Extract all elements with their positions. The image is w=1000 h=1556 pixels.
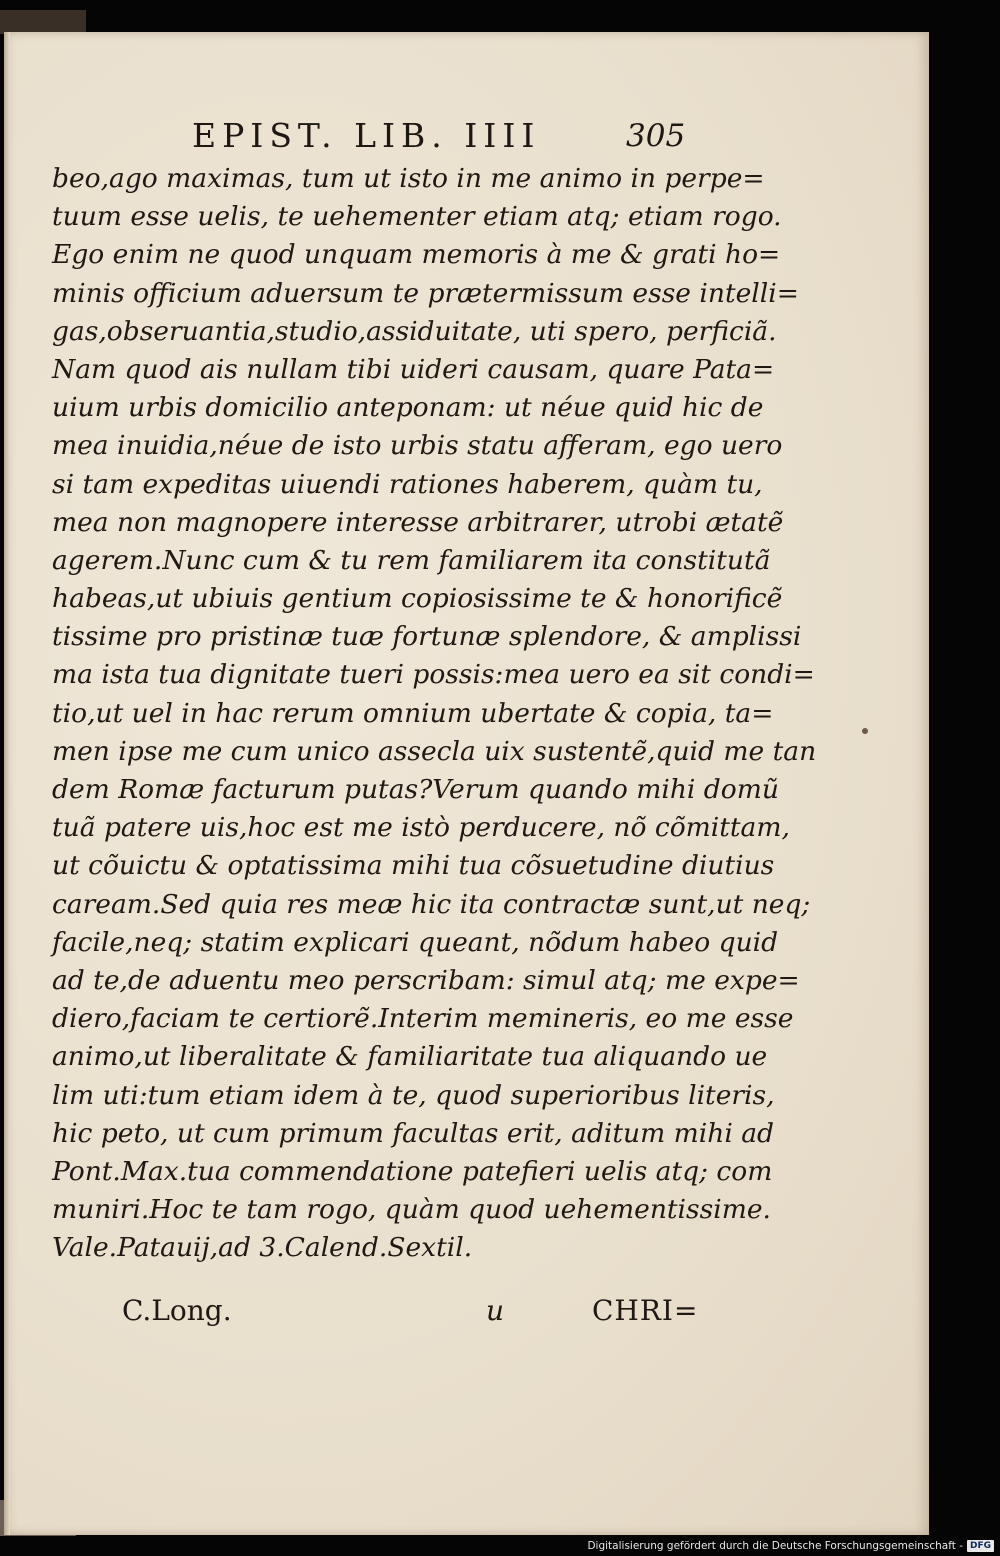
text-line: habeas,ut ubiuis gentium copiosissime te & honorificẽ [52, 583, 783, 615]
text-line: Ego enim ne quod unquam memoris à me & grati ho= [52, 239, 781, 271]
text-line: Vale.Patauij,ad 3.Calend.Sextil. [52, 1232, 473, 1264]
credit-text: Digitalisierung gefördert durch die Deutsche Forschungsgemeinschaft - [587, 1540, 963, 1552]
text-line: mea non magnopere interesse arbitrarer, utrobi ætatẽ [52, 506, 784, 538]
text-line: hic peto, ut cum primum facultas erit, aditum mihi ad [52, 1117, 774, 1149]
text-line: beo,ago maximas, tum ut isto in me animo in perpe= [52, 163, 765, 194]
text-line: lim uti:tum etiam idem à te, quod superioribus literis, [52, 1079, 775, 1111]
page-number: 305 [626, 118, 686, 154]
text-line: gas,obseruantia,studio,assiduitate, uti spero, perficiã. [52, 315, 777, 347]
dfg-logo-icon: DFG [967, 1540, 994, 1552]
text-line: minis officium aduersum te prætermissum esse intelli= [52, 277, 799, 309]
book-page [4, 32, 929, 1535]
gathering-signature-mark: u [486, 1294, 505, 1327]
text-line: si tam expeditas uiuendi rationes haberem, quàm tu, [52, 468, 763, 500]
text-line: Nam quod ais nullam tibi uideri causam, quare Pata= [52, 353, 775, 385]
text-line: caream.Sed quia res meæ hic ita contractæ sunt,ut neq; [52, 888, 811, 920]
text-line: uium urbis domicilio anteponam: ut néue quid hic de [52, 392, 764, 424]
digitization-credit [587, 1540, 994, 1552]
text-line: mea inuidia,néue de isto urbis statu afferam, ego uero [52, 430, 783, 462]
text-line: ma ista tua dignitate tueri possis:mea uero ea sit condi= [52, 659, 815, 691]
text-line: men ipse me cum unico assecla uix sustentẽ,quid me tan [52, 735, 817, 767]
text-line: tuã patere uis,hoc est me istò perducere, nõ cõmittam, [52, 812, 790, 844]
running-head: EPIST. LIB. IIII [192, 116, 541, 155]
text-line: facile,neq; statim explicari queant, nõdum habeo quid [52, 926, 779, 958]
text-line: ut cõuictu & optatissima mihi tua cõsuetudine diutius [52, 850, 775, 882]
text-line: tuum esse uelis, te uehementer etiam atq; etiam rogo. [52, 201, 782, 233]
text-line: muniri.Hoc te tam rogo, quàm quod uehementissime. [52, 1194, 771, 1226]
text-line: tissime pro pristinæ tuæ fortunæ splendore, & amplissi [52, 621, 802, 653]
ink-spot [862, 728, 868, 734]
letter-body [52, 160, 817, 1267]
text-line: Pont.Max.tua commendatione patefieri uelis atq; com [52, 1155, 773, 1187]
catchword: CHRI= [592, 1294, 699, 1327]
text-line: tio,ut uel in hac rerum omnium ubertate & copia, ta= [52, 697, 774, 729]
page-edge [4, 32, 10, 1535]
text-line: animo,ut liberalitate & familiaritate tua aliquando ue [52, 1041, 768, 1073]
text-line: diero,faciam te certiorẽ.Interim memineris, eo me esse [52, 1003, 794, 1035]
text-line: agerem.Nunc cum & tu rem familiarem ita constitutã [52, 544, 771, 576]
text-line: dem Romæ facturum putas?Verum quando mihi domũ [52, 774, 779, 805]
signature-abbreviation: C.Long. [122, 1294, 232, 1327]
binding-tab-top [0, 10, 86, 34]
text-line: ad te,de aduentu meo perscribam: simul atq; me expe= [52, 964, 800, 996]
